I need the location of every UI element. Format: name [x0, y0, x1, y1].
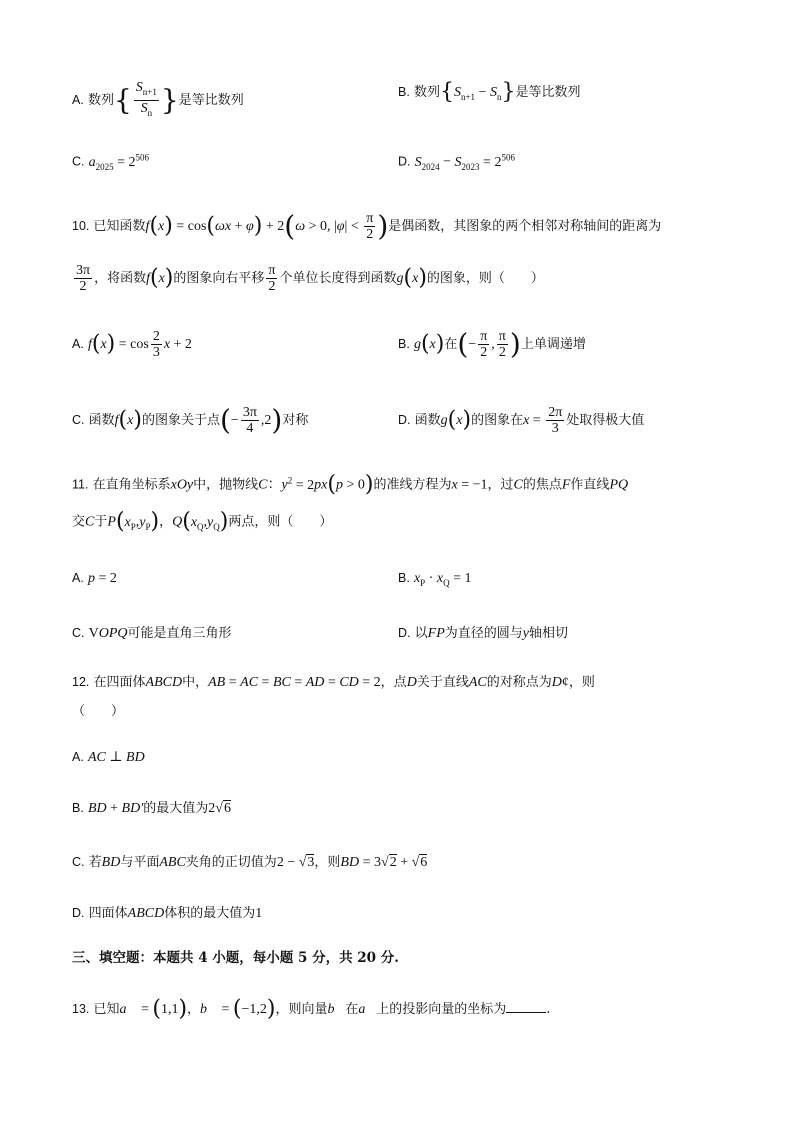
q9-option-d: D. $S_{2024} - S_{2023} = 2^{506}$ — [398, 152, 515, 172]
q11-option-b: B. $x_P \cdot x_Q = 1$ — [398, 571, 472, 588]
q12-stem-line1: 12. 在四面体ABCD中，AB = AC = BC = AD = CD = 2，点D关于直线AC的对称点为D¢，则 — [72, 675, 595, 690]
q9-option-c: C. $a_{2025} = 2^{506}$ — [72, 152, 150, 172]
q10-stem-line1: 10. 已知函数f(x) = cos(ωx + φ) + 2(ω > 0, |φ| < $\frac{\pi}{2}$ )是偶函数，其图象的两个相邻对称轴间的距离为 — [72, 209, 662, 243]
q9-option-a: A. 数列{ $\frac{S_{n+1}}{S_n}$ }是等比数列 — [72, 80, 244, 121]
q12-option-c: C. 若BD与平面ABC夹角的正切值为2 − √3，则BD = 3√2 + √6 — [72, 855, 428, 870]
q11-stem-line2: 交C于$P(x_P,y_P)$，$Q(x_Q,y_Q)$两点，则（ ） — [72, 509, 333, 534]
q9-option-b: B. 数列$\{S_{n+1} - S_n\}$是等比数列 — [398, 79, 581, 105]
q13-stem: 13. 已知a⃗ = (1,1)，b⃗ = (−1,2)，则向量b⃗在a⃗上的投影向量的坐标为 . — [72, 996, 551, 1022]
q12-option-a: A. AC ⊥ BD — [72, 750, 145, 765]
q12-option-d: D. 四面体ABCD体积的最大值为1 — [72, 906, 263, 921]
q11-option-a: A. p = 2 — [72, 571, 117, 586]
q10-option-c: C. 函数f(x)的图象关于点(− $\frac{3\pi}{4}$ ,2)对称 — [72, 403, 309, 437]
q11-option-d: D. 以FP为直径的圆与y轴相切 — [398, 626, 569, 641]
q11-stem-line1: 11. 在直角坐标系xOy中，抛物线C：$y^2 = 2px(p > 0)$的准线方程为x = −1，过C的焦点F作直线PQ — [72, 472, 629, 498]
answer-blank[interactable] — [506, 998, 546, 1013]
q11-option-c: C. VOPQ可能是直角三角形 — [72, 626, 232, 641]
q10-option-d: D. 函数g(x)的图象在x = $\frac{2\pi}{3}$ 处取得极大值 — [398, 405, 645, 436]
fraction: $\frac{S_{n+1}}{S_n}$ — [135, 80, 157, 118]
q12-option-b: B. BD + BD′的最大值为2√6 — [72, 801, 231, 816]
q10-option-b: B. g(x)在(− $\frac{\pi}{2}$ , $\frac{\pi}{2}$ )上单调递增 — [398, 327, 586, 361]
q12-stem-line2: （ ） — [72, 704, 125, 719]
section-heading: 三、填空题：本题共 4 小题，每小题 5 分，共 20 分. — [72, 950, 399, 966]
q10-option-a: A. f(x) = cos $\frac{2}{3}$ x + 2 — [72, 329, 192, 360]
q10-stem-line2: $\frac{3\pi}{2}$ ，将函数f(x)的图象向右平移 $\frac{\pi}{2}$ 个单位长度得到函数g(x)的图象，则（ ） — [76, 263, 544, 294]
